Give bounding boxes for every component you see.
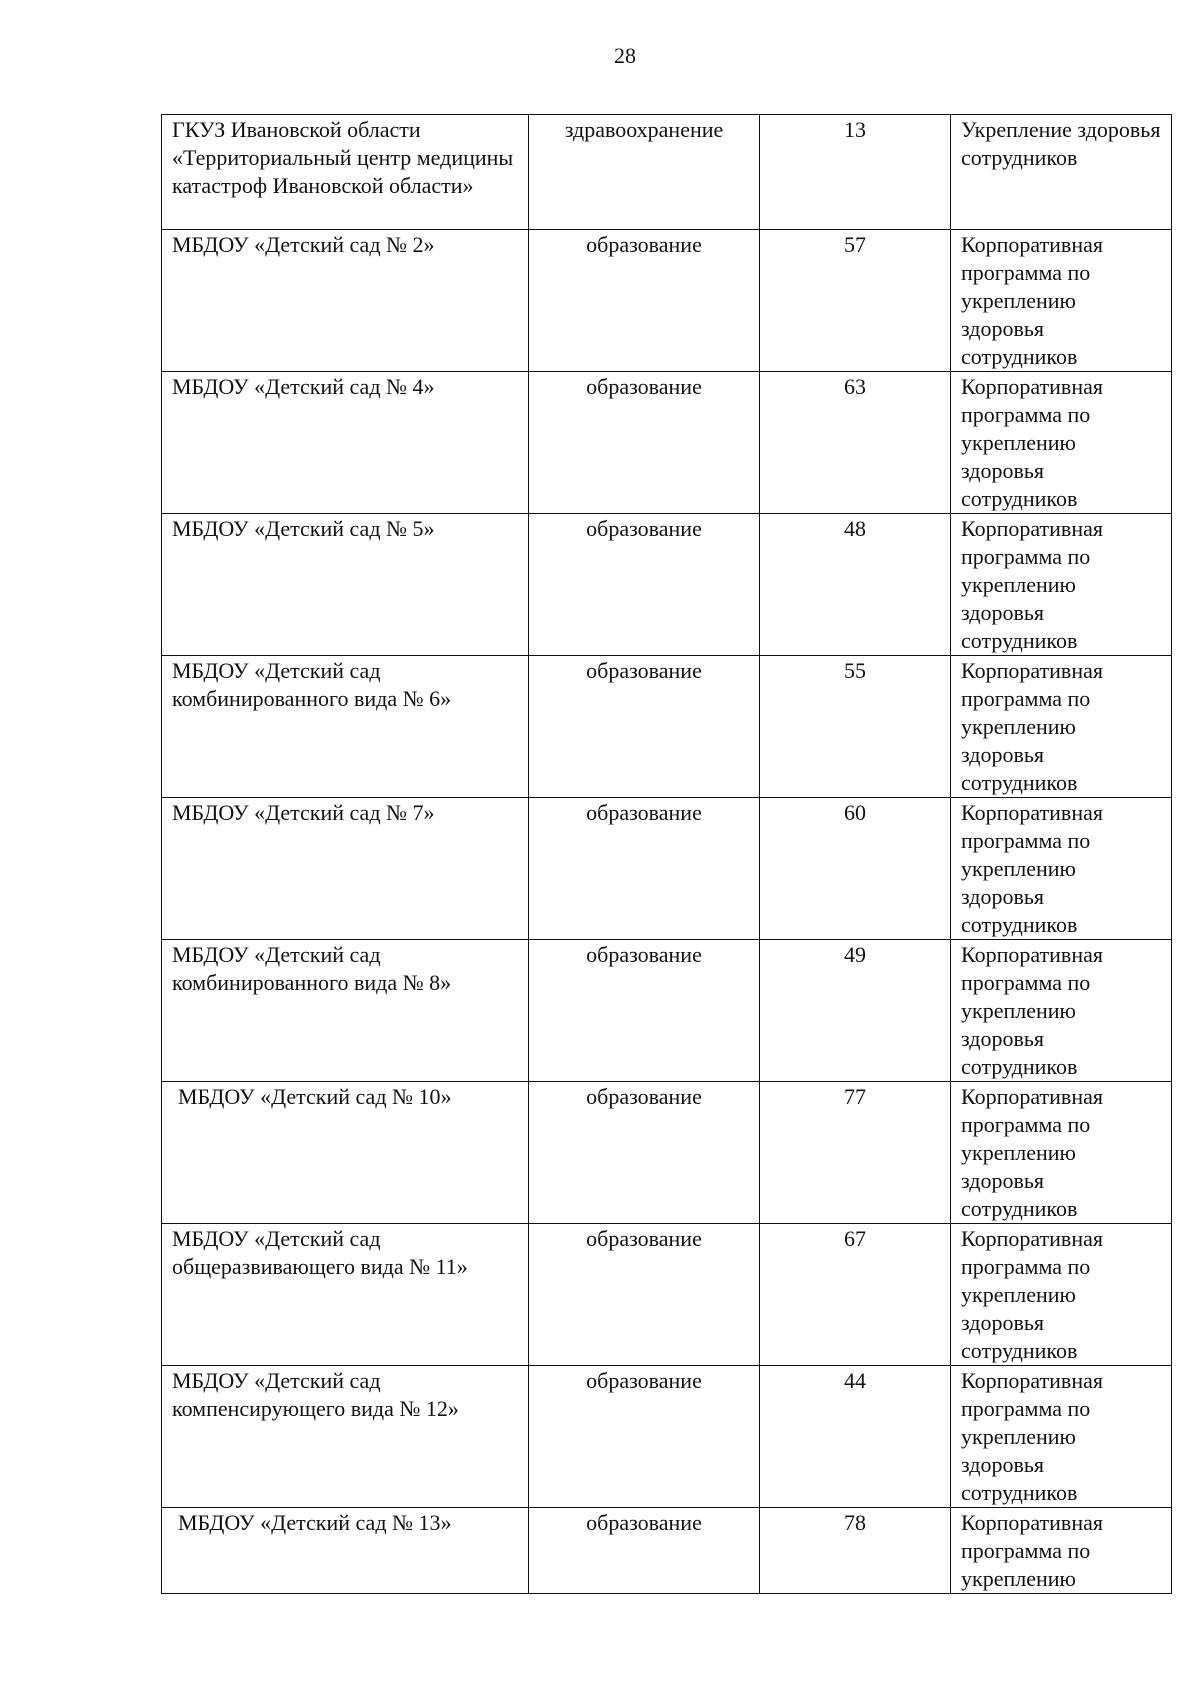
program-cell: Корпоративная программа по укреплению здоровья сотрудников (951, 1224, 1172, 1366)
employee-count-cell: 49 (760, 940, 951, 1082)
organization-cell (162, 1082, 529, 1224)
employee-count-cell: 67 (760, 1224, 951, 1366)
organization-cell: МБДОУ «Детский сад компенсирующего вида № 12» (162, 1366, 529, 1508)
program-cell: Корпоративная программа по укреплению здоровья сотрудников (951, 1082, 1172, 1224)
program-cell: Корпоративная программа по укреплению (951, 1508, 1172, 1594)
table-row (162, 230, 1172, 372)
organization-cell (162, 1508, 529, 1594)
sector-cell: образование (529, 656, 760, 798)
program-cell: Корпоративная программа по укреплению здоровья сотрудников (951, 372, 1172, 514)
organization-cell: МБДОУ «Детский сад комбинированного вида № 6» (162, 656, 529, 798)
table-row (162, 1082, 1172, 1224)
table-row (162, 798, 1172, 940)
organization-cell: МБДОУ «Детский сад комбинированного вида № 8» (162, 940, 529, 1082)
table-row (162, 514, 1172, 656)
organization-cell: МБДОУ «Детский сад № 7» (162, 798, 529, 940)
employee-count-cell: 44 (760, 1366, 951, 1508)
program-cell: Корпоративная программа по укреплению здоровья сотрудников (951, 1366, 1172, 1508)
organization-cell: МБДОУ «Детский сад № 4» (162, 372, 529, 514)
table-row (162, 115, 1172, 230)
page-number: 28 (614, 43, 636, 68)
table-row (162, 1508, 1172, 1594)
program-cell: Корпоративная программа по укреплению здоровья сотрудников (951, 230, 1172, 372)
organization-cell: МБДОУ «Детский сад № 2» (162, 230, 529, 372)
employee-count-cell: 48 (760, 514, 951, 656)
sector-cell: образование (529, 798, 760, 940)
sector-cell: образование (529, 940, 760, 1082)
table-row (162, 1366, 1172, 1508)
program-cell: Корпоративная программа по укреплению здоровья сотрудников (951, 514, 1172, 656)
organization-text: МБДОУ «Детский сад № 13» (178, 1510, 452, 1535)
employee-count-cell: 77 (760, 1082, 951, 1224)
table-row (162, 1224, 1172, 1366)
employee-count-cell: 63 (760, 372, 951, 514)
sector-cell: образование (529, 1366, 760, 1508)
program-cell: Укрепление здоровья сотрудников (951, 115, 1172, 230)
table-row (162, 656, 1172, 798)
sector-cell: образование (529, 230, 760, 372)
sector-cell: образование (529, 514, 760, 656)
table-row (162, 372, 1172, 514)
program-cell: Корпоративная программа по укреплению здоровья сотрудников (951, 798, 1172, 940)
employee-count-cell: 78 (760, 1508, 951, 1594)
program-cell: Корпоративная программа по укреплению здоровья сотрудников (951, 940, 1172, 1082)
organization-cell: МБДОУ «Детский сад № 5» (162, 514, 529, 656)
program-cell: Корпоративная программа по укреплению здоровья сотрудников (951, 656, 1172, 798)
organization-cell: МБДОУ «Детский сад общеразвивающего вида № 11» (162, 1224, 529, 1366)
sector-cell: образование (529, 1508, 760, 1594)
organizations-table (161, 114, 1172, 1594)
table-row (162, 940, 1172, 1082)
employee-count-cell: 57 (760, 230, 951, 372)
employee-count-cell: 13 (760, 115, 951, 230)
organization-text: МБДОУ «Детский сад № 10» (178, 1084, 452, 1109)
organization-cell: ГКУЗ Ивановской области «Территориальный центр медицины катастроф Ивановской области» (162, 115, 529, 230)
sector-cell: образование (529, 1224, 760, 1366)
sector-cell: образование (529, 1082, 760, 1224)
sector-cell: образование (529, 372, 760, 514)
employee-count-cell: 60 (760, 798, 951, 940)
sector-cell: здравоохранение (529, 115, 760, 230)
employee-count-cell: 55 (760, 656, 951, 798)
